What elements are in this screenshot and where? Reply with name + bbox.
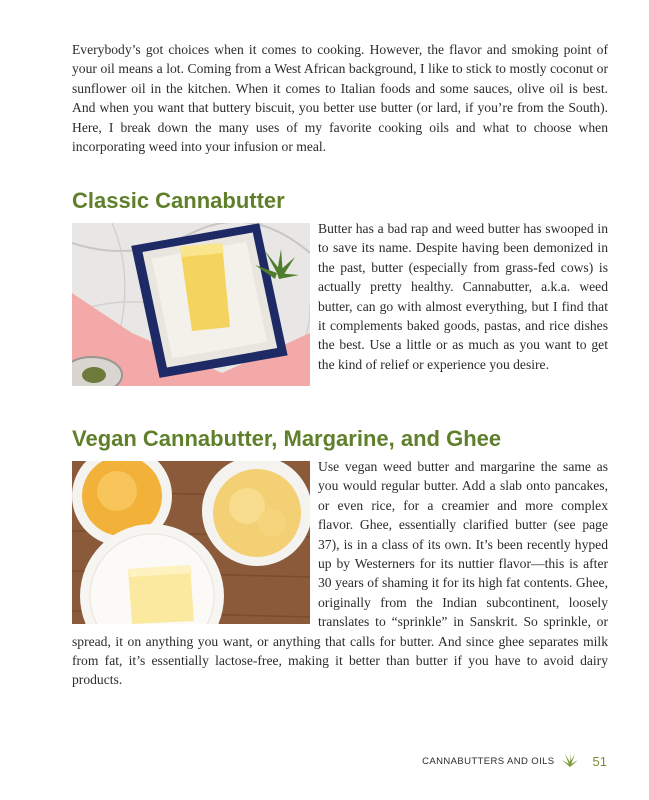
intro-block [72, 40, 608, 156]
cannabis-leaf-icon [561, 753, 579, 769]
page-number: 51 [592, 753, 607, 769]
intro-paragraph: Everybody’s got choices when it comes to cooking. However, the flavor and smoking point of your oil means a lot. Coming from a West African background, I like to stick to mostly coconut or sunflower oil in the kitchen. When it comes to Italian foods and some sauces, olive oil is best. And when you want that buttery biscuit, you better use butter (or lard, if you’re from the South). Here, I break down the many uses of my favorite cooking oils and what to choose when incorporating weed into your infusion or meal. [72, 42, 608, 155]
butters-bowls-photo [72, 461, 310, 624]
section-classic-cannabutter-text: Butter has a bad rap and weed butter has swooped in to save its name. Despite having been demonized in the past, butter (especially from grass-fed cows) is actually pretty healthy. Cannabutter, a.k.a. weed butter, can go with almost everything, but I find that it complements baked goods, pastas, and rice dishes the best. Use a little or as much as you want to get the kind of relief or experience you desire. [318, 221, 608, 372]
section-classic-cannabutter [72, 219, 608, 388]
footer-chapter-title: CANNABUTTERS AND OILS [422, 755, 555, 767]
butter-dish-photo [72, 223, 310, 386]
section-heading-classic-cannabutter: Classic Cannabutter [72, 188, 285, 213]
section-vegan-cannabutter [72, 457, 608, 690]
section-heading-vegan-cannabutter: Vegan Cannabutter, Margarine, and Ghee [72, 426, 502, 451]
page-footer [422, 753, 607, 769]
section-vegan-cannabutter-text: Use vegan weed butter and margarine the same as you would regular butter. Add a slab onto pancakes, or even rice, for a creamier and more complex flavor. Ghee, essentially clarified butter (see page 37), is in a class of its own. It’s been recently hyped up by Westerners for its nuttier flavor—this is after 30 years of shaming it for its high fat contents. Ghee, originally from the Indian subcontinent, loosely translates to “sprinkle” in Sanskrit. So sprinkle, or spread, it on anything you want, or anything that calls for butter. And since ghee separates milk from fat, it’s essentially lactose-free, making it better than butter if you have to avoid dairy products. [72, 459, 608, 688]
